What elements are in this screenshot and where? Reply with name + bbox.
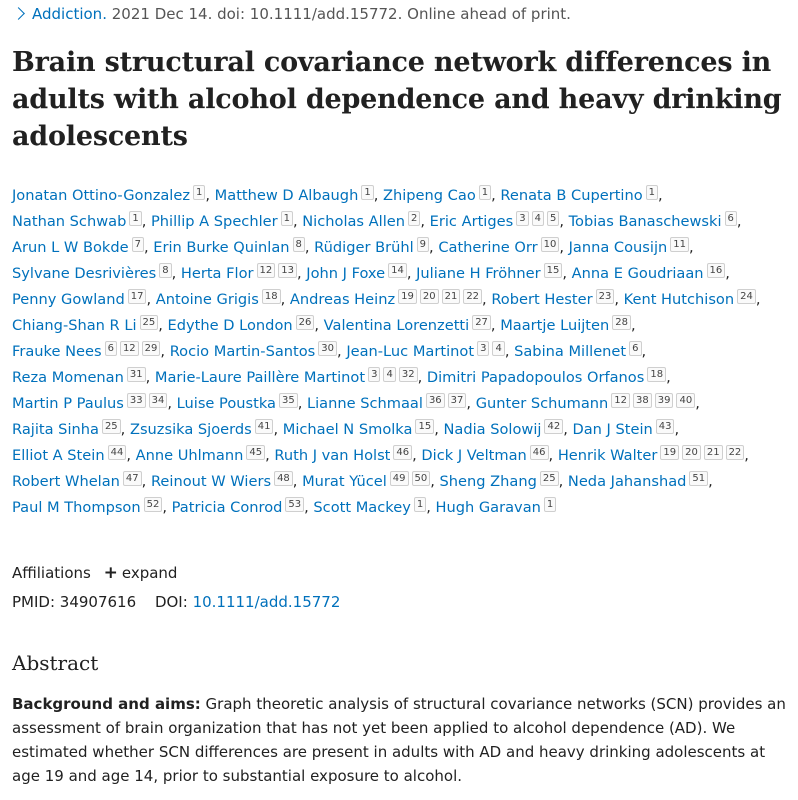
author-name-link[interactable]: Michael N Smolka	[282, 421, 413, 438]
author-name-link[interactable]: Luise Poustka	[176, 395, 276, 412]
author-item	[12, 213, 142, 230]
author-name-link[interactable]: Dimitri Papadopoulos Orfanos	[426, 369, 645, 386]
pmid-value: 34907616	[59, 593, 137, 611]
affiliation-number-button[interactable]: 52	[144, 497, 163, 512]
author-separator: ,	[504, 343, 515, 360]
author-item	[170, 343, 337, 360]
affiliation-number-button[interactable]: 5	[547, 211, 559, 226]
author-name-link[interactable]: Elliot A Stein	[12, 447, 105, 464]
author-name-link[interactable]: Nadia Solowij	[443, 421, 542, 438]
author-item	[491, 291, 614, 308]
author-separator: ,	[641, 343, 647, 360]
author-item	[307, 395, 466, 412]
author-item	[324, 317, 491, 334]
author-name-link[interactable]: Rocio Martin-Santos	[169, 343, 316, 360]
author-separator: ,	[406, 265, 417, 282]
author-separator: ,	[491, 187, 501, 204]
author-name-link[interactable]: Frauke Nees	[12, 343, 102, 360]
author-item	[476, 395, 696, 412]
affiliation-number-button[interactable]: 27	[472, 315, 491, 330]
author-separator: ,	[695, 395, 700, 412]
author-separator: ,	[614, 291, 624, 308]
author-name-link[interactable]: Sabina Millenet	[514, 343, 627, 360]
author-item	[383, 187, 491, 204]
citation-details: 2021 Dec 14. doi: 10.1111/add.15772. Online ahead of print.	[111, 5, 571, 23]
author-item	[302, 213, 420, 230]
affiliation-number-button[interactable]: 46	[530, 445, 549, 460]
author-name-link[interactable]: Antoine Grigis	[155, 291, 259, 308]
affiliation-number-button[interactable]: 18	[647, 367, 666, 382]
author-separator: ,	[314, 317, 324, 334]
affiliation-number-button[interactable]: 20	[682, 445, 701, 460]
author-separator: ,	[482, 291, 492, 308]
affiliation-number-button[interactable]: 20	[420, 289, 439, 304]
author-separator: ,	[304, 239, 315, 256]
author-item	[130, 421, 274, 438]
affiliation-number-button[interactable]: 16	[707, 263, 726, 278]
author-item	[181, 265, 297, 282]
affiliation-number-button[interactable]: 19	[398, 289, 417, 304]
author-separator: ,	[420, 213, 430, 230]
author-name-link[interactable]: Ruth J van Holst	[274, 447, 391, 464]
author-item	[274, 447, 412, 464]
citation-line	[12, 4, 571, 24]
affiliation-number-button[interactable]: 26	[296, 315, 315, 330]
author-name-link[interactable]: Penny Gowland	[12, 291, 125, 308]
author-separator: ,	[120, 421, 130, 438]
author-name-link[interactable]: Nathan Schwab	[12, 213, 127, 230]
author-name-link[interactable]: Lianne Schmaal	[306, 395, 423, 412]
affiliation-number-button[interactable]: 28	[612, 315, 631, 330]
author-separator: ,	[744, 447, 749, 464]
author-separator: ,	[273, 421, 283, 438]
affiliation-number-button[interactable]: 7	[132, 237, 144, 252]
author-separator: ,	[126, 447, 136, 464]
author-name-link[interactable]: Catherine Orr	[438, 239, 538, 256]
affiliations-label: Affiliations	[12, 564, 91, 582]
author-item	[313, 499, 426, 516]
author-separator: ,	[563, 421, 573, 438]
author-name-link[interactable]: Edythe D London	[167, 317, 293, 334]
affiliation-number-button[interactable]: 9	[417, 237, 429, 252]
author-name-link[interactable]: Paul M Thompson	[12, 499, 141, 516]
affiliation-number-button[interactable]: 35	[279, 393, 298, 408]
affiliation-number-button[interactable]: 34	[149, 393, 168, 408]
affiliation-number-button[interactable]: 44	[108, 445, 127, 460]
author-item	[435, 499, 556, 516]
author-name-link[interactable]: Zhipeng Cao	[382, 187, 476, 204]
author-name-link[interactable]: Matthew D Albaugh	[214, 187, 359, 204]
affiliation-number-button[interactable]: 12	[257, 263, 276, 278]
affiliation-number-button[interactable]: 8	[159, 263, 171, 278]
doi-label: DOI:	[154, 593, 188, 611]
author-item	[500, 187, 658, 204]
expand-button[interactable]: expand	[121, 564, 178, 582]
author-name-link[interactable]: Erin Burke Quinlan	[153, 239, 290, 256]
author-separator: ,	[559, 239, 569, 256]
author-separator: ,	[141, 213, 151, 230]
author-item	[12, 265, 172, 282]
author-name-link[interactable]: Jonatan Ottino-Gonzalez	[12, 187, 190, 204]
affiliation-number-button[interactable]: 12	[611, 393, 630, 408]
affiliation-number-button[interactable]: 6	[629, 341, 641, 356]
affiliation-number-button[interactable]: 6	[725, 211, 737, 226]
author-item	[156, 291, 281, 308]
author-separator: ,	[558, 473, 568, 490]
author-name-link[interactable]: Eric Artiges	[429, 213, 514, 230]
affiliations-row	[12, 563, 177, 583]
affiliation-number-button[interactable]: 19	[660, 445, 679, 460]
author-item	[12, 447, 126, 464]
author-separator: ,	[430, 473, 440, 490]
author-separator: ,	[725, 265, 730, 282]
author-item	[430, 213, 560, 230]
author-item	[569, 239, 689, 256]
affiliation-number-button[interactable]: 3	[368, 367, 380, 382]
author-name-link[interactable]: Jean-Luc Martinot	[346, 343, 475, 360]
affiliation-number-button[interactable]: 10	[541, 237, 560, 252]
affiliation-number-button[interactable]: 39	[655, 393, 674, 408]
author-separator: ,	[292, 213, 303, 230]
author-item	[12, 291, 146, 308]
affiliation-number-button[interactable]: 3	[477, 341, 489, 356]
author-item	[177, 395, 298, 412]
author-item	[558, 447, 744, 464]
abstract-body: Graph theoretic analysis of structural covariance networks (SCN) provides an assessment of brain organization that has not yet been applied to alcohol dependence (AD). We estimated whether SCN differences are present in adults with AD and heavy drinking adolescents at age 19 and age 14, prior to substantial exposure to alcohol.	[12, 695, 786, 785]
author-name-link[interactable]: Anne Uhlmann	[135, 447, 244, 464]
author-name-link[interactable]: Martin P Paulus	[12, 395, 124, 412]
author-separator: ,	[412, 447, 422, 464]
author-name-link[interactable]: Valentina Lorenzetti	[323, 317, 470, 334]
affiliation-number-button[interactable]: 21	[442, 289, 461, 304]
plus-icon[interactable]: +	[103, 563, 118, 583]
author-name-link[interactable]: Sheng Zhang	[439, 473, 537, 490]
affiliation-number-button[interactable]: 25	[140, 315, 159, 330]
author-item	[151, 213, 293, 230]
author-item	[346, 343, 505, 360]
affiliation-number-button[interactable]: 48	[274, 471, 293, 486]
author-separator: ,	[143, 239, 154, 256]
author-item	[427, 369, 666, 386]
affiliation-number-button[interactable]: 31	[127, 367, 146, 382]
affiliation-number-button[interactable]: 38	[633, 393, 652, 408]
author-item	[12, 369, 146, 386]
author-name-link[interactable]: Arun L W Bokde	[12, 239, 129, 256]
author-name-link[interactable]: Andreas Heinz	[289, 291, 396, 308]
affiliation-number-button[interactable]: 29	[142, 341, 161, 356]
author-item	[302, 473, 430, 490]
affiliation-number-button[interactable]: 4	[383, 367, 395, 382]
author-separator: ,	[280, 291, 290, 308]
author-item	[12, 473, 142, 490]
author-item	[155, 369, 418, 386]
author-name-link[interactable]: John J Foxe	[306, 265, 386, 282]
affiliation-number-button[interactable]: 22	[726, 445, 745, 460]
affiliation-number-button[interactable]: 30	[318, 341, 337, 356]
author-item	[168, 317, 315, 334]
author-separator: ,	[426, 499, 436, 516]
affiliation-number-button[interactable]: 11	[670, 237, 689, 252]
author-separator: ,	[304, 499, 314, 516]
author-item	[443, 421, 563, 438]
author-name-link[interactable]: Nicholas Allen	[302, 213, 405, 230]
author-name-link[interactable]: Patricia Conrod	[171, 499, 283, 516]
affiliation-number-button[interactable]: 51	[689, 471, 708, 486]
author-name-link[interactable]: Reza Momenan	[12, 369, 124, 386]
author-name-link[interactable]: Maartje Luijten	[500, 317, 610, 334]
author-name-link[interactable]: Scott Mackey	[313, 499, 411, 516]
doi-link[interactable]: 10.1111/add.15772	[192, 593, 341, 611]
author-item	[283, 421, 434, 438]
author-item	[438, 239, 559, 256]
author-separator: ,	[658, 187, 663, 204]
author-name-link[interactable]: Juliane H Fröhner	[416, 265, 541, 282]
journal-link[interactable]: Addiction.	[32, 5, 107, 23]
affiliation-number-button[interactable]: 21	[704, 445, 723, 460]
author-item	[568, 473, 708, 490]
abstract-heading: Abstract	[12, 651, 99, 675]
author-item	[215, 187, 374, 204]
author-name-link[interactable]: Henrik Walter	[557, 447, 658, 464]
author-separator: ,	[674, 421, 680, 438]
affiliation-number-button[interactable]: 17	[128, 289, 147, 304]
author-item	[153, 239, 305, 256]
author-name-link[interactable]: Neda Jahanshad	[567, 473, 687, 490]
author-separator: ,	[666, 369, 671, 386]
author-item	[12, 421, 121, 438]
author-separator: ,	[708, 473, 713, 490]
author-name-link[interactable]: Rajita Sinha	[12, 421, 99, 438]
affiliation-number-button[interactable]: 37	[448, 393, 467, 408]
author-name-link[interactable]: Dick J Veltman	[421, 447, 527, 464]
affiliation-number-button[interactable]: 1	[414, 497, 426, 512]
affiliation-number-button[interactable]: 1	[361, 185, 373, 200]
author-separator: ,	[337, 343, 347, 360]
affiliation-number-button[interactable]: 42	[544, 419, 563, 434]
affiliation-number-button[interactable]: 1	[646, 185, 658, 200]
author-item	[624, 291, 756, 308]
affiliation-number-button[interactable]: 8	[293, 237, 305, 252]
affiliation-number-button[interactable]: 14	[388, 263, 407, 278]
author-separator: ,	[296, 265, 307, 282]
abstract-paragraph	[12, 692, 788, 788]
affiliation-number-button[interactable]: 24	[737, 289, 756, 304]
author-name-link[interactable]: Rüdiger Brühl	[314, 239, 414, 256]
affiliation-number-button[interactable]: 32	[399, 367, 418, 382]
author-item	[440, 473, 559, 490]
affiliation-number-button[interactable]: 41	[255, 419, 274, 434]
author-separator: ,	[160, 343, 170, 360]
author-separator: ,	[417, 369, 427, 386]
affiliation-number-button[interactable]: 36	[426, 393, 445, 408]
author-item	[12, 395, 167, 412]
affiliation-number-button[interactable]: 1	[193, 185, 205, 200]
author-item	[416, 265, 562, 282]
affiliation-number-button[interactable]: 43	[656, 419, 675, 434]
affiliation-number-button[interactable]: 23	[596, 289, 615, 304]
author-name-link[interactable]: Reinout W Wiers	[150, 473, 272, 490]
author-separator: ,	[171, 265, 181, 282]
affiliation-number-button[interactable]: 6	[105, 341, 117, 356]
author-separator: ,	[297, 395, 307, 412]
chevron-right-icon[interactable]	[12, 7, 25, 20]
author-separator: ,	[559, 213, 569, 230]
author-separator: ,	[490, 317, 501, 334]
affiliation-number-button[interactable]: 25	[102, 419, 121, 434]
affiliation-number-button[interactable]: 15	[415, 419, 434, 434]
author-separator: ,	[162, 499, 172, 516]
affiliation-number-button[interactable]: 40	[676, 393, 695, 408]
author-name-link[interactable]: Hugh Garavan	[435, 499, 541, 516]
author-name-link[interactable]: Chiang-Shan R Li	[12, 317, 137, 334]
author-name-link[interactable]: Janna Cousijn	[568, 239, 668, 256]
author-item	[514, 343, 641, 360]
affiliation-number-button[interactable]: 49	[390, 471, 409, 486]
affiliation-number-button[interactable]: 50	[412, 471, 431, 486]
author-separator: ,	[429, 239, 439, 256]
author-item	[306, 265, 407, 282]
pmid-label: PMID:	[12, 593, 56, 611]
affiliation-number-button[interactable]: 2	[408, 211, 420, 226]
authors-list	[12, 183, 782, 521]
affiliation-number-button[interactable]: 4	[492, 341, 504, 356]
article-title: Brain structural covariance network differences in adults with alcohol dependence and heavy drinking adolescents	[12, 47, 782, 152]
author-name-link[interactable]: Renata B Cupertino	[500, 187, 643, 204]
author-name-link[interactable]: Kent Hutchison	[623, 291, 735, 308]
author-separator: ,	[631, 317, 636, 334]
author-item	[421, 447, 548, 464]
author-item	[572, 421, 674, 438]
identifiers-row	[12, 592, 340, 612]
author-name-link[interactable]: Robert Hester	[491, 291, 593, 308]
author-separator: ,	[158, 317, 168, 334]
author-name-link[interactable]: Sylvane Desrivières	[12, 265, 157, 282]
author-separator: ,	[145, 369, 155, 386]
author-item	[136, 447, 265, 464]
affiliation-number-button[interactable]: 3	[516, 211, 528, 226]
author-item	[290, 291, 482, 308]
author-name-link[interactable]: Marie-Laure Paillère Martinot	[154, 369, 366, 386]
affiliation-number-button[interactable]: 18	[262, 289, 281, 304]
author-name-link[interactable]: Tobias Banaschewski	[568, 213, 722, 230]
affiliation-number-button[interactable]: 45	[246, 445, 265, 460]
abstract-section-label: Background and aims:	[12, 695, 201, 713]
author-name-link[interactable]: Zsuzsika Sjoerds	[129, 421, 252, 438]
author-item	[12, 239, 144, 256]
author-name-link[interactable]: Herta Flor	[180, 265, 254, 282]
author-separator: ,	[205, 187, 215, 204]
author-item	[569, 213, 737, 230]
author-separator: ,	[265, 447, 275, 464]
author-item	[314, 239, 429, 256]
author-separator: ,	[466, 395, 476, 412]
affiliation-number-button[interactable]: 22	[463, 289, 482, 304]
author-separator: ,	[562, 265, 572, 282]
author-name-link[interactable]: Dan J Stein	[572, 421, 653, 438]
author-separator: ,	[146, 291, 156, 308]
affiliation-number-button[interactable]: 15	[544, 263, 563, 278]
author-item	[572, 265, 726, 282]
author-item	[12, 187, 205, 204]
author-separator: ,	[736, 213, 742, 230]
author-item	[151, 473, 293, 490]
author-item	[12, 317, 158, 334]
affiliation-number-button[interactable]: 47	[123, 471, 142, 486]
author-name-link[interactable]: Anna E Goudriaan	[571, 265, 704, 282]
author-name-link[interactable]: Gunter Schumann	[475, 395, 609, 412]
author-item	[12, 343, 160, 360]
author-item	[500, 317, 631, 334]
affiliation-number-button[interactable]: 1	[281, 211, 293, 226]
author-item	[12, 499, 162, 516]
affiliation-number-button[interactable]: 25	[540, 471, 559, 486]
affiliation-number-button[interactable]: 33	[127, 393, 146, 408]
affiliation-number-button[interactable]: 13	[278, 263, 297, 278]
author-name-link[interactable]: Robert Whelan	[12, 473, 120, 490]
affiliation-number-button[interactable]: 4	[532, 211, 544, 226]
affiliation-number-button[interactable]: 53	[285, 497, 304, 512]
author-separator: ,	[548, 447, 558, 464]
author-separator: ,	[167, 395, 177, 412]
author-name-link[interactable]: Murat Yücel	[302, 473, 387, 490]
author-separator: ,	[434, 421, 444, 438]
author-item	[172, 499, 305, 516]
author-separator: ,	[292, 473, 303, 490]
affiliation-number-button[interactable]: 46	[393, 445, 412, 460]
affiliation-number-button[interactable]: 1	[479, 185, 491, 200]
affiliation-number-button[interactable]: 12	[120, 341, 139, 356]
author-separator: ,	[689, 239, 694, 256]
affiliation-number-button[interactable]: 1	[544, 497, 556, 512]
author-separator: ,	[141, 473, 151, 490]
author-name-link[interactable]: Phillip A Spechler	[151, 213, 278, 230]
author-separator: ,	[373, 187, 383, 204]
author-separator: ,	[755, 291, 761, 308]
affiliation-number-button[interactable]: 1	[129, 211, 141, 226]
